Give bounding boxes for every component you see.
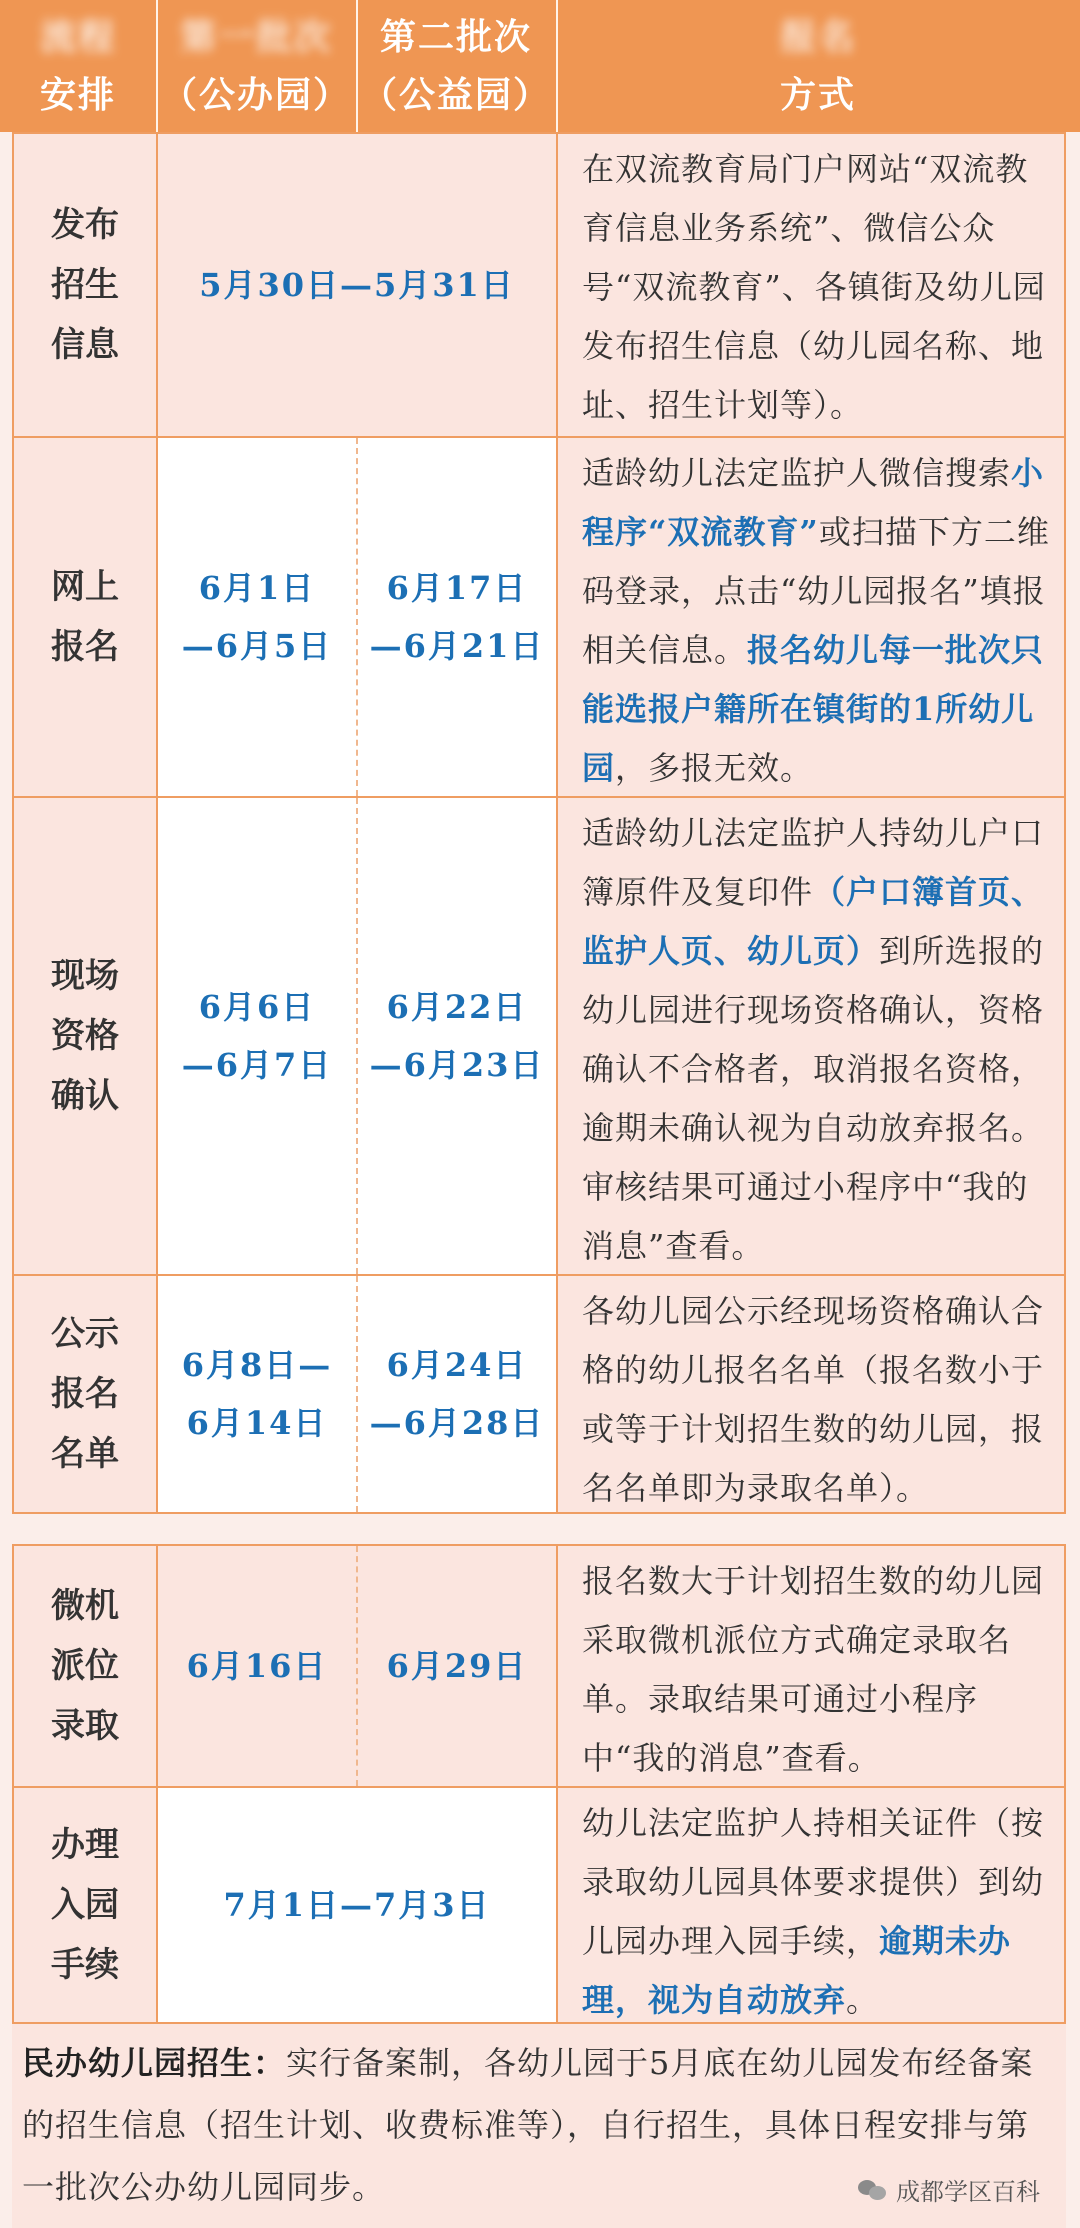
method-cell [558, 134, 1064, 436]
header-process [0, 0, 158, 132]
stage-cell [14, 1788, 158, 2022]
date-text: —6月7日 [181, 1046, 333, 1084]
date-text: 5月30日—5月31日 [199, 266, 515, 304]
stage-line: 资格 [51, 1016, 119, 1056]
date-text: —6月5日 [181, 627, 333, 665]
watermark-text: 成都学区百科 [896, 2178, 1040, 2206]
date-text: 6月14日 [186, 1404, 328, 1442]
stage-line: 手续 [51, 1945, 119, 1985]
method-cell [558, 438, 1064, 796]
stage-line: 报名 [51, 627, 119, 667]
highlight-text: 小程序“双流教育” [582, 454, 1045, 551]
method-text: 。 [846, 1981, 880, 2019]
highlight-text: （户口簿首页、监护人页、幼儿页） [582, 873, 1045, 970]
header-batch1-line2: （公办园） [160, 74, 351, 116]
method-cell [558, 1546, 1064, 1786]
batch2-date-cell [358, 798, 558, 1274]
header-method [556, 0, 1080, 132]
stage-line: 公示 [51, 1314, 119, 1354]
batch1-date-cell [158, 1276, 358, 1512]
date-text: 6月24日 [386, 1346, 528, 1384]
stage-cell [14, 1276, 158, 1512]
date-text: 6月16日 [186, 1647, 328, 1685]
watermark [858, 2172, 1040, 2207]
stage-line: 网上 [51, 567, 119, 607]
table-row [12, 1274, 1066, 1514]
header-method-line1: 报名 [779, 16, 856, 58]
table-row [12, 1544, 1066, 1788]
stage-line: 确认 [51, 1076, 119, 1116]
merged-date-cell [158, 134, 558, 436]
method-text: 各幼儿园公示经现场资格确认合格的幼儿报名名单（报名数小于或等于计划招生数的幼儿园，报名名单即为录取名单）。 [582, 1292, 1045, 1507]
batch1-date-cell [158, 798, 358, 1274]
date-text: —6月28日 [369, 1404, 545, 1442]
method-text: 适龄幼儿法定监护人微信搜索 [582, 454, 1012, 492]
highlight-text: 逾期未办理，视为自动放弃 [582, 1922, 1012, 2019]
batch2-date-cell [358, 1546, 558, 1786]
stage-line: 报名 [51, 1374, 119, 1414]
header-batch2-line2: （公益园） [360, 74, 551, 116]
method-text: 在双流教育局门户网站“双流教育信息业务系统”、微信公众号“双流教育”、各镇街及幼儿园发布招生信息（幼儿园名称、地址、招生计划等）。 [582, 150, 1046, 424]
table-row [12, 796, 1066, 1276]
header-method-line2: 方式 [779, 74, 856, 116]
header-batch1-line1: 第一批次 [179, 16, 332, 58]
date-text: 6月17日 [386, 569, 528, 607]
date-text: —6月21日 [369, 627, 545, 665]
stage-line: 发布 [51, 205, 119, 245]
batch1-date-cell [158, 438, 358, 796]
method-text: 报名数大于计划招生数的幼儿园采取微机派位方式确定录取名单。录取结果可通过小程序中“我的消息”查看。 [582, 1562, 1045, 1777]
stage-cell [14, 798, 158, 1274]
method-cell [558, 1788, 1064, 2022]
table-header [0, 0, 1080, 132]
date-text: 6月29日 [386, 1647, 528, 1685]
date-text: 6月22日 [386, 988, 528, 1026]
table-row [12, 1786, 1066, 2024]
header-process-line1: 流程 [39, 16, 116, 58]
header-process-line2: 安排 [39, 74, 116, 116]
stage-line: 信息 [51, 325, 119, 365]
table-row [12, 436, 1066, 798]
note-text: 实行备案制，各幼儿园于5月底在幼儿园发布经备案的招生信息（招生计划、收费标准等），自行招生，具体日程安排与第一批次公办幼儿园同步。 [22, 2044, 1034, 2206]
highlight-text: 报名幼儿每一批次只能选报户籍所在镇街的1所幼儿园 [582, 631, 1045, 787]
header-batch2 [356, 0, 558, 132]
stage-line: 办理 [51, 1825, 119, 1865]
note-lead: 民办幼儿园招生： [22, 2044, 287, 2082]
date-text: 6月6日 [198, 988, 316, 1026]
method-text: ，多报无效。 [615, 749, 814, 787]
batch1-date-cell [158, 1546, 358, 1786]
table-row [12, 132, 1066, 438]
method-text: 幼儿法定监护人持相关证件（按录取幼儿园具体要求提供）到幼儿园办理入园手续， [582, 1804, 1045, 1960]
method-cell [558, 1276, 1064, 1512]
header-batch2-line1: 第二批次 [379, 16, 532, 58]
stage-line: 录取 [51, 1706, 119, 1746]
stage-line: 微机 [51, 1586, 119, 1626]
date-text: 7月1日—7月3日 [223, 1886, 491, 1924]
stage-line: 招生 [51, 265, 119, 305]
method-text: 或扫描下方二维码登录，点击“幼儿园报名”填报相关信息。 [582, 513, 1050, 669]
header-batch1 [156, 0, 358, 132]
merged-date-cell [158, 1788, 558, 2022]
batch2-date-cell [358, 438, 558, 796]
method-text: 到所选报的幼儿园进行现场资格确认，资格确认不合格者，取消报名资格，逾期未确认视为自动放弃报名。审核结果可通过小程序中“我的消息”查看。 [582, 932, 1045, 1265]
stage-cell [14, 438, 158, 796]
stage-line: 派位 [51, 1646, 119, 1686]
stage-cell [14, 134, 158, 436]
batch2-date-cell [358, 1276, 558, 1512]
method-text: 适龄幼儿法定监护人持幼儿户口簿原件及复印件 [582, 814, 1045, 911]
stage-line: 现场 [51, 956, 119, 996]
date-text: —6月23日 [369, 1046, 545, 1084]
method-cell [558, 798, 1064, 1274]
stage-cell [14, 1546, 158, 1786]
stage-line: 入园 [51, 1885, 119, 1925]
date-text: 6月8日— [181, 1346, 333, 1384]
stage-line: 名单 [51, 1434, 119, 1474]
date-text: 6月1日 [198, 569, 316, 607]
wechat-icon [858, 2178, 888, 2202]
